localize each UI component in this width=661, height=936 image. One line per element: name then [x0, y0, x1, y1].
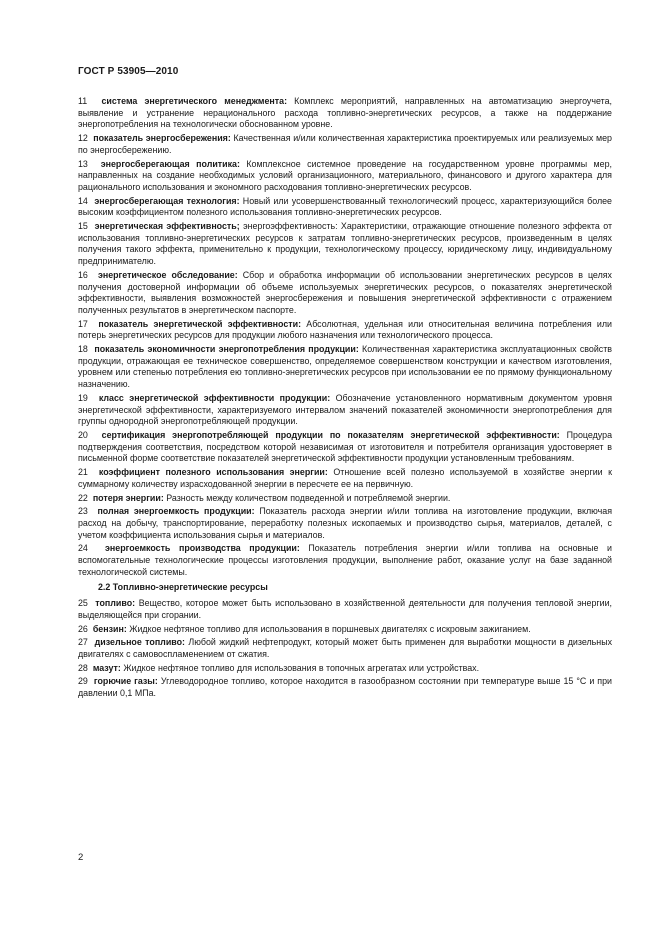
term-entry	[78, 319, 612, 342]
term-number: 16	[78, 269, 88, 280]
term-entry	[78, 506, 612, 541]
term-name: горючие газы:	[93, 676, 158, 687]
document-body	[78, 96, 612, 702]
term-name: класс энергетической эффективности продукции:	[98, 392, 331, 403]
term-entry	[78, 270, 612, 317]
term-name: топливо:	[95, 598, 136, 609]
term-definition: Количественная характеристика эксплуатационных свойств продукции, отражающая ее техническое совершенство, определяемое совершенством конструкции и качеством изготовления, уровнем или степенью потребления ею топливно-энергетических ресурсов при использовании ее по прямому функциональному назначению.	[78, 344, 613, 390]
term-entry	[78, 676, 612, 699]
term-entry	[78, 221, 612, 268]
term-number: 19	[78, 392, 88, 403]
term-number: 28	[78, 662, 88, 673]
term-definition: Обозначение установленного нормативным документом уровня энергетической эффективности, характеризуемого интервалом значений показателей экономичности энергопотребления для группы однородной энергопотребляющей продукции.	[78, 392, 613, 427]
term-entry	[78, 159, 612, 194]
term-definition: Сбор и обработка информации об использовании энергетических ресурсов в целях получения достоверной информации об объеме используемых энергетических ресурсов, о показателях энергетической эффективности, выявления возможностей энергосбережения и повышения энергетической эффективности с отражением полученных результатов в энергетическом паспорте.	[78, 269, 612, 315]
term-definition: Жидкое нефтяное топливо для использования в поршневых двигателях с искровым зажиганием.	[129, 623, 531, 634]
term-number: 12	[78, 133, 88, 144]
term-name: показатель энергетической эффективности:	[98, 318, 302, 329]
term-name: полная энергоемкость продукции:	[97, 506, 255, 517]
term-name: мазут:	[92, 662, 121, 673]
term-number: 20	[78, 429, 88, 440]
term-entry	[78, 96, 612, 131]
term-entry	[78, 493, 612, 505]
term-definition: Вещество, которое может быть использовано в хозяйственной деятельности для получения тепловой энергии, выделяющейся при сгорании.	[78, 598, 612, 620]
term-definition: Процедура подтверждения соответствия, посредством которой независимая от изготовителя и потребителя организация удостоверяет в письменной форме соответствие показателей энергетической эффективности продукции установленным требованиям.	[78, 429, 613, 464]
term-number: 14	[78, 195, 88, 206]
term-entry	[78, 637, 612, 660]
term-definition: Качественная и/или количественная характеристика проектируемых или реализуемых мер по энергосбережению.	[78, 133, 612, 155]
term-entry	[78, 663, 612, 675]
term-name: бензин:	[92, 623, 127, 634]
page-number: 2	[78, 852, 84, 863]
term-definition: Новый или усовершенствованный технологический процесс, характеризующийся более высоким коэффициентом полезного использования топливно-энергетических ресурсов.	[78, 195, 612, 218]
document-header: ГОСТ Р 53905—2010	[78, 66, 179, 77]
terms-list-general	[78, 96, 612, 578]
term-name: коэффициент полезного использования энергии:	[98, 467, 328, 478]
term-definition: Углеводородное топливо, которое находится в газообразном состоянии при температуре выше 15 °С и при давлении 0,1 МПа.	[78, 676, 613, 699]
section-heading: 2.2 Топливно-энергетические ресурсы	[98, 582, 268, 593]
term-number: 18	[78, 344, 88, 355]
term-definition: Разность между количеством подведенной и потребляемой энергии.	[166, 492, 451, 503]
term-number: 25	[78, 598, 88, 609]
term-definition: Абсолютная, удельная или относительная величина потребления или потерь энергетических ресурсов для продукции любого назначения или технологического процесса.	[78, 318, 612, 341]
term-definition: Любой жидкий нефтепродукт, который может быть применен для выработки мощности в дизельных двигателях с самовоспламенением от сжатия.	[78, 637, 613, 659]
term-definition: Отношение всей полезно используемой в хозяйстве энергии к суммарному количеству израсходованной энергии в пересчете ее на первичную.	[78, 467, 613, 489]
term-number: 24	[78, 543, 88, 554]
term-name: дизельное топливо:	[94, 637, 185, 648]
term-number: 27	[78, 637, 88, 648]
term-number: 11	[78, 96, 88, 106]
term-entry	[78, 393, 612, 428]
term-number: 13	[78, 158, 88, 169]
term-name: энергетическое обследование:	[97, 269, 238, 280]
term-entry	[78, 624, 612, 636]
term-name: показатель экономичности энергопотребления продукции:	[94, 344, 359, 355]
term-definition: Жидкое нефтяное топливо для использования в топочных агрегатах или устройствах.	[123, 662, 480, 673]
term-definition: Показатель потребления энергии и/или топлива на основные и вспомогательные технологические процессы изготовления продукции, выполнение работ, оказание услуг на базе заданной технологической системы.	[78, 543, 612, 577]
term-name: энергоемкость производства продукции:	[105, 543, 300, 554]
term-name: энергосберегающая технология:	[94, 195, 240, 206]
term-number: 22	[78, 492, 88, 503]
term-entry	[78, 598, 612, 621]
term-name: энергосберегающая политика:	[100, 158, 240, 169]
term-name: система энергетического менеджмента:	[101, 96, 288, 106]
term-number: 15	[78, 221, 88, 232]
term-entry	[78, 344, 612, 391]
term-definition: Показатель расхода энергии и/или топлива на изготовление продукции, включая расход на добычу, транспортирование, переработку полезных ископаемых и производство сырья, материалов, деталей, с учетом коэффициента использования сырья и материалов.	[78, 506, 613, 540]
term-number: 21	[78, 467, 88, 478]
term-entry	[78, 467, 612, 490]
term-definition: Комплекс мероприятий, направленных на автоматизацию энергоучета, выявление и устранение нерационального расхода топливно-энергетических ресурсов, а также на поддержание энергопотребления на технологически обоснованном уровне.	[78, 96, 612, 130]
term-number: 29	[78, 676, 88, 687]
term-name: энергетическая эффективность;	[94, 221, 240, 232]
term-number: 23	[78, 506, 88, 517]
term-name: сертификация энергопотребляющей продукции по показателям энергетической эффективности:	[101, 429, 560, 440]
term-number: 17	[78, 318, 88, 329]
term-number: 26	[78, 623, 88, 634]
terms-list-fuel	[78, 598, 612, 700]
term-definition: энергоэффективность: Характеристики, отражающие отношение полезного эффекта от использования топливно-энергетических ресурсов к затратам топливно-энергетических ресурсов, произведенным в целях получения такого эффекта, применительно к продукции, технологическому процессу, юридическому лицу, индивидуальному предпринимателю.	[78, 221, 613, 267]
term-entry	[78, 196, 612, 219]
term-entry	[78, 543, 612, 578]
term-entry	[78, 133, 612, 156]
term-name: потеря энергии:	[92, 492, 164, 503]
term-definition: Комплексное системное проведение на государственном уровне программы мер, направленных на создание необходимых условий организационного, материального, финансового и другого характера для рационального использования и экономного расходования топливно-энергетических ресурсов.	[78, 158, 612, 192]
term-entry	[78, 430, 612, 465]
term-name: показатель энергосбережения:	[93, 133, 231, 144]
